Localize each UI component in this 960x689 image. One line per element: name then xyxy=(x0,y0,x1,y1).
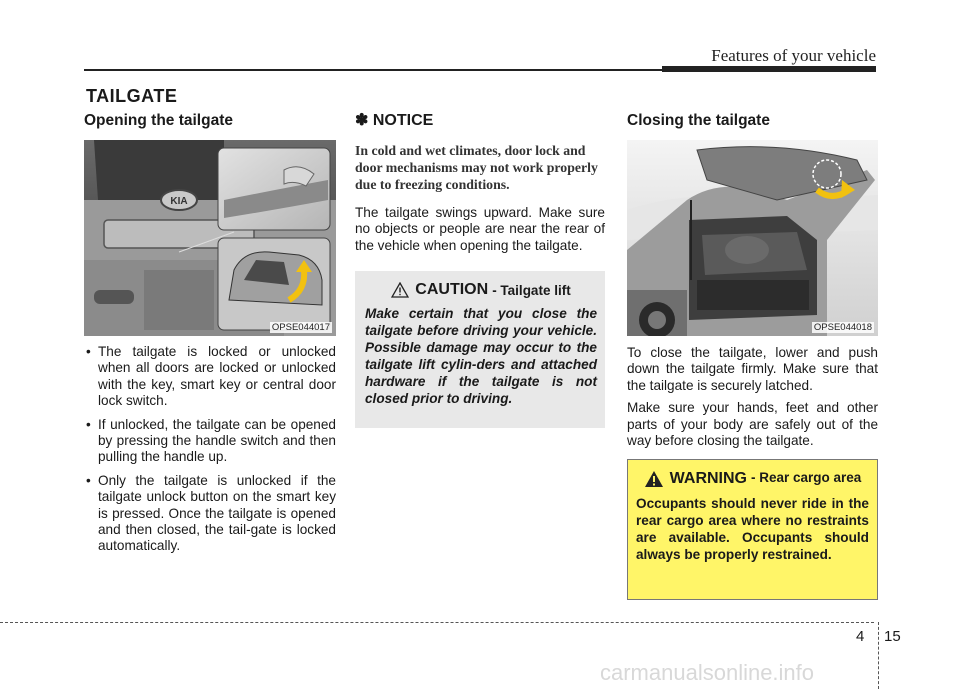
notice-paragraph: The tailgate swings upward. Make sure no objects or people are near the rear of the vehicle when opening the tailgate. xyxy=(355,205,605,253)
caution-subtitle: - Tailgate lift xyxy=(492,282,571,298)
caution-triangle-icon xyxy=(391,282,409,298)
warning-triangle-icon xyxy=(644,470,664,488)
tailgate-closing-illustration xyxy=(627,140,878,336)
warning-body: Occupants should never ride in the rear cargo area where no restraints are available. Occupants should always be properly restrained. xyxy=(636,496,869,563)
closing-paragraph: To close the tailgate, lower and push down the tailgate firmly. Make sure that the tailgate is securely latched. xyxy=(627,345,878,393)
opening-figure xyxy=(84,140,336,336)
header-rule xyxy=(84,69,662,71)
section-title: TAILGATE xyxy=(86,86,178,106)
opening-bullets xyxy=(84,344,336,555)
page-number: 15 xyxy=(884,628,901,645)
caution-body: Make certain that you close the tailgate before driving your vehicle. Possible damage may occur to the tailgate lift cylin-ders and attached hardware if the tailgate is not closed prior to driving. xyxy=(365,306,597,407)
notice-title: ✽ NOTICE xyxy=(355,112,434,129)
header-rule-accent xyxy=(662,66,876,72)
bullet-icon: • xyxy=(86,344,91,359)
warning-label: WARNING xyxy=(669,470,747,488)
figure-code: OPSE044018 xyxy=(813,322,872,333)
closing-column xyxy=(627,112,878,600)
warning-subtitle: - Rear cargo area xyxy=(751,470,862,486)
caution-label: CAUTION xyxy=(415,281,489,299)
bullet-icon: • xyxy=(86,472,91,488)
notice-column xyxy=(355,112,605,428)
caution-header xyxy=(365,281,597,299)
list-item: • Only the tailgate is unlocked if the tailgate unlock button on the smart key is pressed. Once the tailgate is opened and then closed, the tail-gate is locked automatically. xyxy=(86,472,336,554)
chapter-number: 4 xyxy=(856,628,865,645)
warning-header xyxy=(636,470,869,488)
tailgate-opening-illustration xyxy=(84,140,336,336)
closing-paragraphs xyxy=(627,345,878,449)
warning-box xyxy=(627,459,878,600)
opening-column xyxy=(84,112,336,562)
opening-heading: Opening the tailgate xyxy=(84,112,233,129)
figure-code: OPSE044017 xyxy=(271,322,330,333)
list-item: • If unlocked, the tailgate can be opened by pressing the handle switch and then pulling the handle up. xyxy=(86,416,336,465)
running-header: Features of your vehicle xyxy=(711,46,876,65)
footer-rule xyxy=(0,622,874,623)
svg-text:KIA: KIA xyxy=(170,196,188,207)
bullet-icon: • xyxy=(86,416,91,432)
closing-paragraph: Make sure your hands, feet and other parts of your body are safely out of the way before closing the tailgate. xyxy=(627,400,878,449)
list-item: • The tailgate is locked or unlocked when all doors are locked or unlocked with the key, smart key or central door lock switch. xyxy=(86,344,336,409)
closing-heading: Closing the tailgate xyxy=(627,112,770,129)
closing-figure xyxy=(627,140,878,336)
caution-box xyxy=(355,271,605,428)
footer-divider xyxy=(878,622,879,689)
watermark: carmanualsonline.info xyxy=(600,660,815,685)
notice-text: In cold and wet climates, door lock and door mechanisms may not work properly due to freezing conditions. xyxy=(355,143,598,192)
